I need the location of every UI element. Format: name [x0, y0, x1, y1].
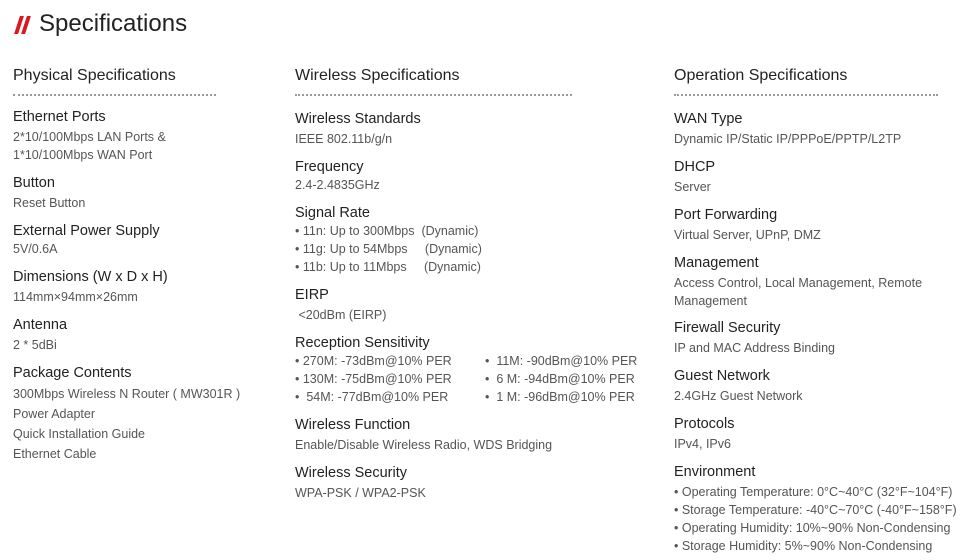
- section-title: Wireless Standards: [295, 111, 421, 127]
- spec-value: 2 * 5dBi: [13, 338, 57, 352]
- spec-value: Management: [674, 294, 747, 308]
- section-title: Ethernet Ports: [13, 109, 106, 125]
- spec-value: Power Adapter: [13, 407, 95, 421]
- spec-value: Server: [674, 180, 711, 194]
- spec-value: • 11n: Up to 300Mbps (Dynamic): [295, 224, 479, 238]
- spec-value: 2*10/100Mbps LAN Ports &: [13, 130, 166, 144]
- section-title: Management: [674, 255, 759, 271]
- spec-value: • 11M: -90dBm@10% PER: [485, 354, 638, 368]
- spec-value: • 6 M: -94dBm@10% PER: [485, 372, 635, 386]
- double-slash-icon: [13, 13, 35, 35]
- spec-value: • 54M: -77dBm@10% PER: [295, 390, 449, 404]
- spec-value: • 11g: Up to 54Mbps (Dynamic): [295, 242, 482, 256]
- spec-value: Access Control, Local Management, Remote: [674, 276, 923, 290]
- wireless-specifications-column: [295, 64, 655, 502]
- spec-value: Quick Installation Guide: [13, 427, 146, 441]
- section-title: Frequency: [295, 159, 364, 175]
- spec-value: 114mm×94mm×26mm: [13, 290, 138, 304]
- spec-value: • 130M: -75dBm@10% PER: [295, 372, 452, 386]
- spec-value: 300Mbps Wireless N Router ( MW301R ): [13, 387, 241, 401]
- section-title: EIRP: [295, 287, 329, 303]
- spec-value: • Storage Humidity: 5%~90% Non-Condensing: [674, 539, 933, 553]
- spec-value: • 270M: -73dBm@10% PER: [295, 354, 452, 368]
- spec-value: IEEE 802.11b/g/n: [295, 132, 393, 146]
- spec-value: Enable/Disable Wireless Radio, WDS Bridging: [295, 438, 553, 452]
- section-title: External Power Supply: [13, 223, 160, 239]
- spec-value: WPA-PSK / WPA2-PSK: [295, 486, 426, 500]
- spec-value: • Operating Humidity: 10%~90% Non-Condensing: [674, 521, 951, 535]
- column-heading: Operation Specifications: [674, 67, 848, 84]
- page-title: [13, 8, 187, 40]
- spec-value: 2.4GHz Guest Network: [674, 389, 803, 403]
- column-heading: Physical Specifications: [13, 67, 176, 84]
- section-title: DHCP: [674, 159, 716, 175]
- spec-value: Virtual Server, UPnP, DMZ: [674, 228, 821, 242]
- section-title: Wireless Function: [295, 417, 411, 433]
- spec-value: Reset Button: [13, 196, 86, 210]
- section-title: Reception Sensitivity: [295, 335, 430, 351]
- dotted-divider: [295, 94, 572, 96]
- spec-value: Dynamic IP/Static IP/PPPoE/PPTP/L2TP: [674, 132, 902, 146]
- spec-value: • 11b: Up to 11Mbps (Dynamic): [295, 260, 481, 274]
- section-title: Protocols: [674, 416, 735, 432]
- spec-value: <20dBm (EIRP): [295, 308, 387, 322]
- spec-value: • Storage Temperature: -40°C~70°C (-40°F~158°F): [674, 503, 957, 517]
- spec-value: 5V/0.6A: [13, 242, 58, 256]
- physical-specifications-column: [13, 64, 243, 464]
- section-title: Antenna: [13, 317, 68, 333]
- spec-value: • Operating Temperature: 0°C~40°C (32°F~104°F): [674, 485, 953, 499]
- dotted-divider: [674, 94, 938, 96]
- spec-value: IP and MAC Address Binding: [674, 341, 835, 355]
- column-heading: Wireless Specifications: [295, 67, 460, 84]
- dotted-divider: [13, 94, 216, 96]
- reception-sensitivity-table: [295, 352, 655, 406]
- section-title: Guest Network: [674, 368, 770, 384]
- section-title: Environment: [674, 464, 756, 480]
- section-title: Package Contents: [13, 365, 132, 381]
- spec-value: 2.4-2.4835GHz: [295, 178, 380, 192]
- spec-value: Ethernet Cable: [13, 447, 97, 461]
- spec-value: 1*10/100Mbps WAN Port: [13, 148, 153, 162]
- section-title: Wireless Security: [295, 465, 407, 481]
- section-title: Firewall Security: [674, 320, 781, 336]
- spec-value: • 1 M: -96dBm@10% PER: [485, 390, 635, 404]
- section-title: Signal Rate: [295, 205, 370, 221]
- section-title: WAN Type: [674, 111, 743, 127]
- section-title: Button: [13, 175, 55, 191]
- section-title: Dimensions (W x D x H): [13, 269, 168, 285]
- section-title: Port Forwarding: [674, 207, 778, 223]
- operation-specifications-column: [674, 64, 974, 555]
- spec-value: IPv4, IPv6: [674, 437, 731, 451]
- page-title-text: Specifications: [39, 10, 188, 37]
